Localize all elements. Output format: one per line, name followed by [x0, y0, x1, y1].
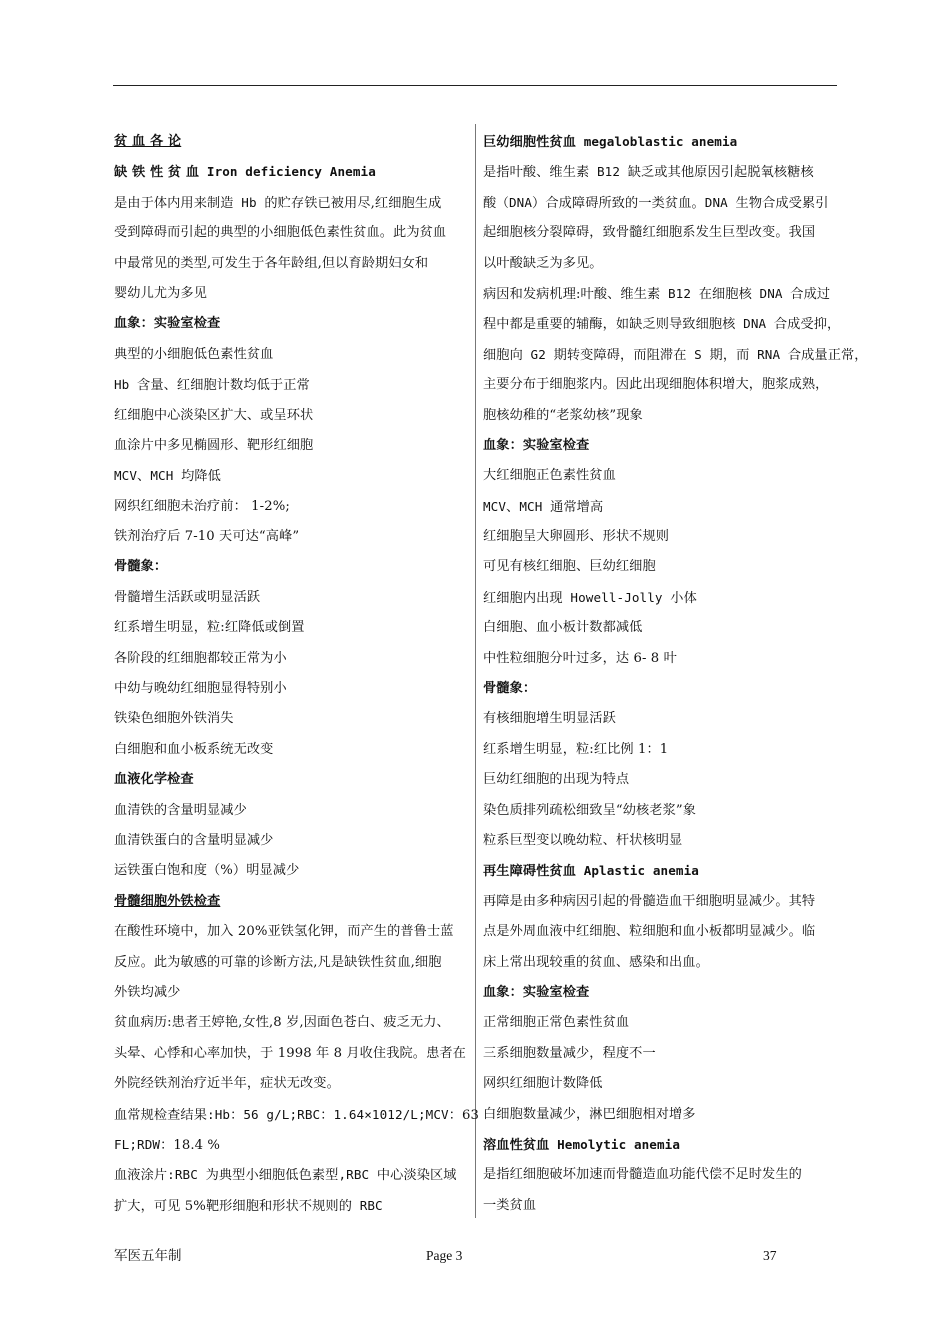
text-line: 染色质排列疏松细致呈“幼核老浆”象: [483, 802, 696, 818]
text-line: 运铁蛋白饱和度（%）明显减少: [114, 863, 300, 879]
text-line: 血液涂片:RBC 为典型小细胞低色素型,RBC 中心淡染区域: [114, 1167, 457, 1184]
text-line: 外铁均减少: [114, 984, 181, 1000]
text-line: 一类贫血: [483, 1197, 537, 1213]
section-heading: 血象：实验室检查: [483, 437, 590, 453]
text-line: 扩大，可见 5%靶形细胞和形状不规则的 RBC: [114, 1197, 383, 1214]
text-line: 在酸性环境中，加入 20%亚铁氢化钾，而产生的普鲁士蓝: [114, 924, 454, 940]
text-line: 红系增生明显，粒:红比例 1：1: [483, 741, 669, 757]
text-line: 红系增生明显，粒:红降低或倒置: [114, 620, 305, 636]
text-line: FL;RDW：18.4 %: [114, 1136, 221, 1153]
text-line: 起细胞核分裂障碍，致骨髓红细胞系发生巨型改变。我国: [483, 225, 816, 241]
text-line: 典型的小细胞低色素性贫血: [114, 346, 274, 362]
column-divider: [475, 124, 476, 1218]
text-line: 点是外周血液中红细胞、粒细胞和血小板都明显减少。临: [483, 924, 816, 940]
left-column: [114, 127, 479, 1221]
footer-page-count: 37: [763, 1248, 777, 1263]
text-line: Hb 含量、红细胞计数均低于正常: [114, 377, 310, 394]
text-line: 红细胞内出现 Howell-Jolly 小体: [483, 589, 697, 606]
section-heading: 血液化学检查: [114, 772, 194, 788]
text-line: 各阶段的红细胞都较正常为小: [114, 650, 287, 666]
text-line: 正常细胞正常色素性贫血: [483, 1015, 630, 1031]
text-line: 白细胞和血小板系统无改变: [114, 741, 274, 757]
text-line: 以叶酸缺乏为多见。: [483, 255, 603, 271]
text-line: 中幼与晚幼红细胞显得特别小: [114, 681, 287, 697]
text-line: 受到障碍而引起的典型的小细胞低色素性贫血。此为贫血: [114, 225, 447, 241]
section-heading: 溶血性贫血 Hemolytic anemia: [483, 1136, 681, 1153]
section-heading: 血象：实验室检查: [114, 316, 221, 332]
footer-left-text: 军医五年制: [114, 1248, 182, 1263]
text-line: 是由于体内用来制造 Hb 的贮存铁已被用尽,红细胞生成: [114, 194, 442, 211]
text-line: 网织红细胞未治疗前： 1-2%;: [114, 498, 290, 514]
text-line: 血清铁蛋白的含量明显减少: [114, 832, 274, 848]
text-line: 程中都是重要的辅酶，如缺乏则导致细胞核 DNA 合成受抑，: [483, 316, 841, 333]
text-line: 红细胞呈大卵圆形、形状不规则: [483, 529, 670, 545]
right-column: [483, 127, 868, 1221]
text-line: 红细胞中心淡染区扩大、或呈环状: [114, 407, 314, 423]
text-line: 血清铁的含量明显减少: [114, 802, 247, 818]
text-line: 中最常见的类型,可发生于各年龄组,但以育龄期妇女和: [114, 255, 429, 271]
section-heading: 骨髓象：: [483, 681, 537, 697]
text-line: 血涂片中多见椭圆形、靶形红细胞: [114, 437, 314, 453]
text-line: 大红细胞正色素性贫血: [483, 468, 616, 484]
text-line: 骨髓增生活跃或明显活跃: [114, 589, 261, 605]
text-line: 巨幼红细胞的出现为特点: [483, 772, 630, 788]
header-rule: [113, 85, 837, 86]
text-line: MCV、MCH 均降低: [114, 468, 221, 485]
section-heading: 血象：实验室检查: [483, 984, 590, 1000]
text-line: 粒系巨型变以晚幼粒、杆状核明显: [483, 832, 683, 848]
text-line: 外院经铁剂治疗近半年，症状无改变。: [114, 1076, 340, 1092]
text-line: 白细胞、血小板计数都减低: [483, 620, 643, 636]
text-line: 病因和发病机理:叶酸、维生素 B12 在细胞核 DNA 合成过: [483, 285, 831, 302]
text-line: 中性粒细胞分叶过多，达 6- 8 叶: [483, 650, 677, 666]
section-heading: 缺 铁 性 贫 血 Iron deficiency Anemia: [114, 164, 376, 181]
text-line: MCV、MCH 通常增高: [483, 498, 604, 515]
text-line: 铁染色细胞外铁消失: [114, 711, 234, 727]
text-line: 酸（DNA）合成障碍所致的一类贫血。DNA 生物合成受累引: [483, 194, 829, 211]
text-line: 床上常出现较重的贫血、感染和出血。: [483, 954, 709, 970]
text-line: 再障是由多种病因引起的骨髓造血干细胞明显减少。其特: [483, 893, 816, 909]
text-line: 有核细胞增生明显活跃: [483, 711, 616, 727]
section-heading: 贫 血 各 论: [114, 134, 182, 149]
text-line: 细胞向 G2 期转变障碍，而阻滞在 S 期，而 RNA 合成量正常，: [483, 346, 868, 363]
text-line: 可见有核红细胞、巨幼红细胞: [483, 559, 656, 575]
section-heading: 再生障碍性贫血 Aplastic anemia: [483, 863, 699, 880]
text-line: 胞核幼稚的“老浆幼核”现象: [483, 407, 643, 423]
text-line: 铁剂治疗后 7-10 天可达“高峰”: [114, 529, 300, 545]
section-heading: 骨髓象：: [114, 559, 168, 575]
text-line: 是指红细胞破坏加速而骨髓造血功能代偿不足时发生的: [483, 1167, 802, 1183]
text-line: 婴幼儿尤为多见: [114, 285, 208, 301]
page-number-label: Page 3: [426, 1248, 463, 1263]
text-line: 是指叶酸、维生素 B12 缺乏或其他原因引起脱氧核糖核: [483, 164, 814, 181]
text-line: 反应。此为敏感的可靠的诊断方法,凡是缺铁性贫血,细胞: [114, 954, 442, 970]
text-line: 三系细胞数量减少，程度不一: [483, 1045, 656, 1061]
section-heading: 巨幼细胞性贫血 megaloblastic anemia: [483, 134, 738, 150]
text-line: 白细胞数量减少，淋巴细胞相对增多: [483, 1106, 696, 1122]
section-heading: 骨髓细胞外铁检查: [114, 893, 221, 909]
text-line: 血常规检查结果:Hb：56 g/L;RBC：1.64×1012/L;MCV：63: [114, 1106, 479, 1123]
text-line: 头晕、心悸和心率加快，于 1998 年 8 月收住我院。患者在: [114, 1045, 466, 1061]
text-line: 贫血病历:患者王婷艳,女性,8 岁,因面色苍白、疲乏无力、: [114, 1015, 450, 1031]
text-line: 网织红细胞计数降低: [483, 1076, 603, 1092]
text-line: 主要分布于细胞浆内。因此出现细胞体积增大，胞浆成熟，: [483, 377, 829, 393]
